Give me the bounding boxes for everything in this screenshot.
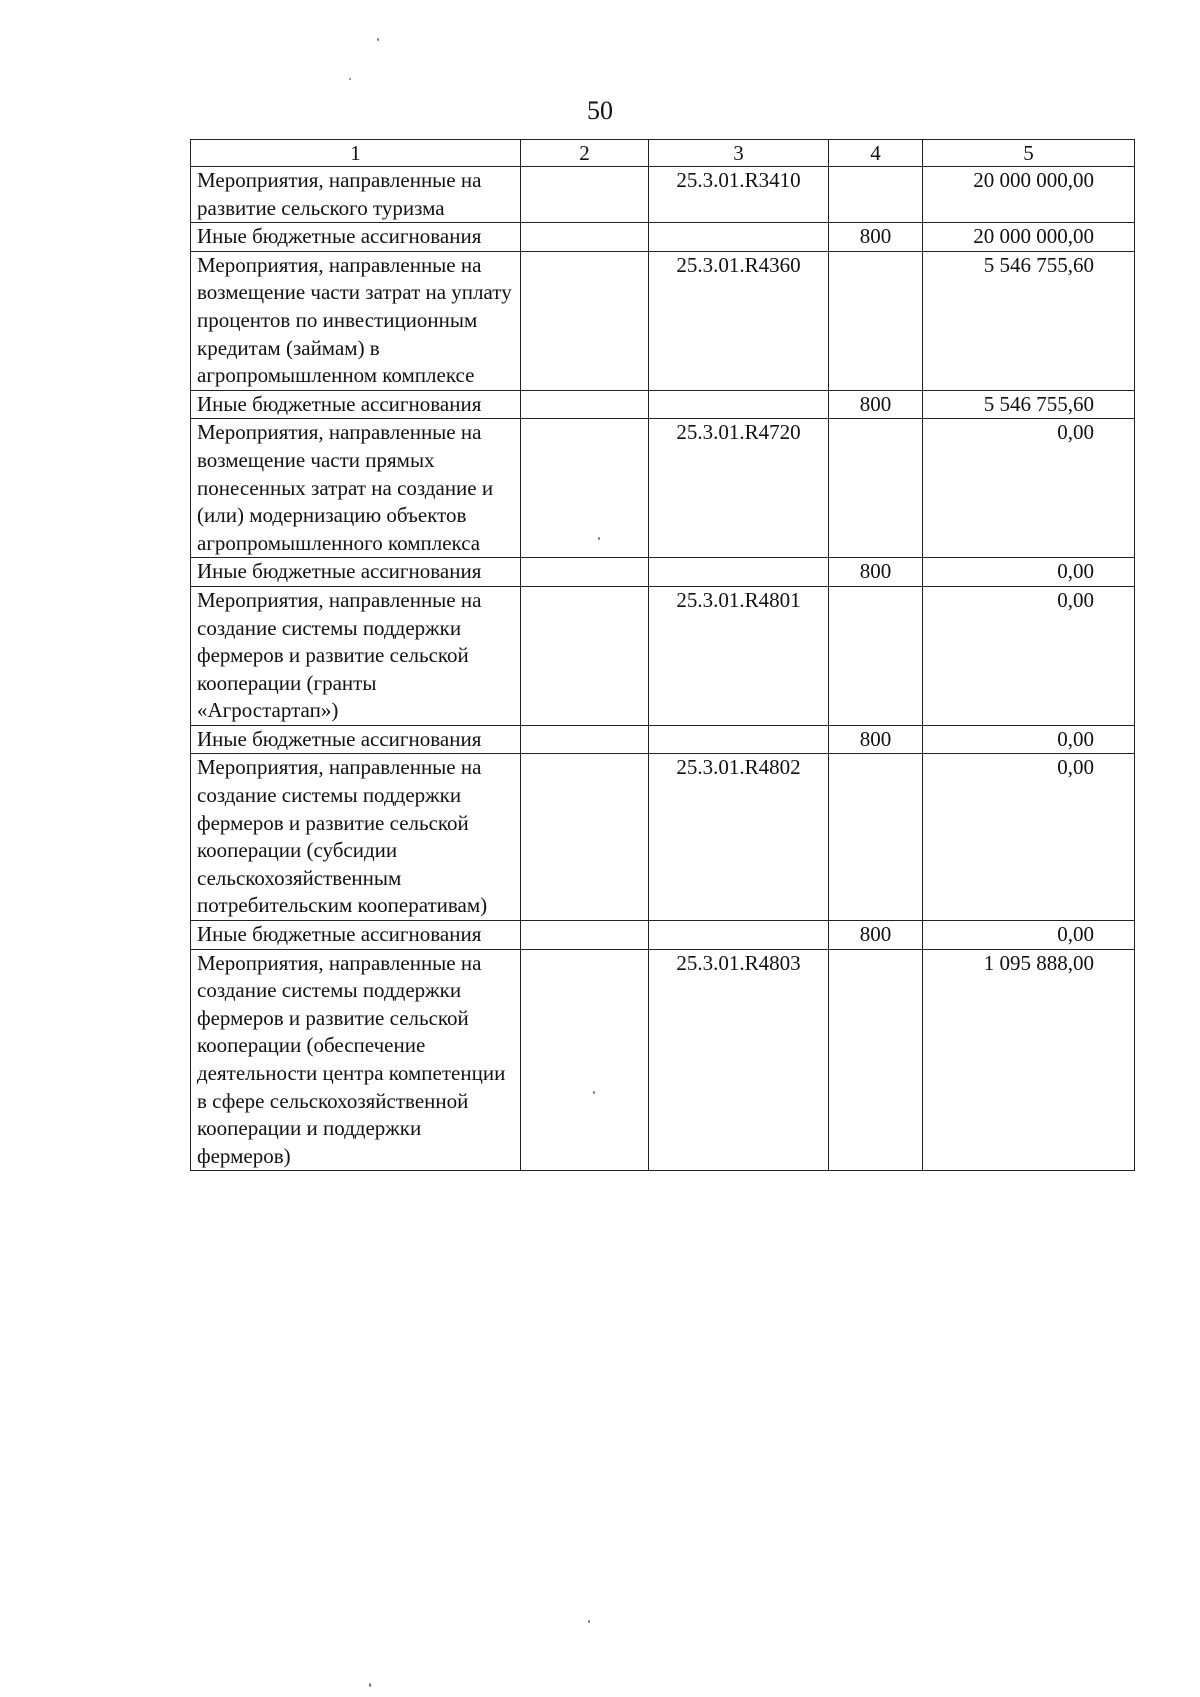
table-row xyxy=(191,419,1135,558)
row-col2-cell xyxy=(521,223,649,252)
row-code-cell: 25.3.01.R4803 xyxy=(649,949,829,1171)
budget-table xyxy=(190,139,1135,1171)
row-amount-cell: 0,00 xyxy=(923,558,1135,587)
row-col2-cell xyxy=(521,558,649,587)
row-amount-cell: 5 546 755,60 xyxy=(923,251,1135,390)
row-type-cell: 800 xyxy=(829,558,923,587)
row-type-cell xyxy=(829,251,923,390)
row-type-cell: 800 xyxy=(829,725,923,754)
row-amount-cell: 20 000 000,00 xyxy=(923,223,1135,252)
row-name-cell: Мероприятия, направленные на создание системы поддержки фермеров и развитие сельской кооперации (субсидии сельскохозяйственным потребительским кооперативам) xyxy=(191,754,521,921)
row-type-cell: 800 xyxy=(829,223,923,252)
row-amount-cell: 0,00 xyxy=(923,725,1135,754)
row-col2-cell xyxy=(521,949,649,1171)
row-code-cell: 25.3.01.R4801 xyxy=(649,586,829,725)
row-col2-cell xyxy=(521,419,649,558)
table-header-row xyxy=(191,140,1135,167)
row-col2-cell xyxy=(521,167,649,223)
header-col-4: 4 xyxy=(829,140,923,167)
row-code-cell: 25.3.01.R4360 xyxy=(649,251,829,390)
table-row xyxy=(191,725,1135,754)
row-type-cell xyxy=(829,754,923,921)
page-number: 50 xyxy=(587,96,613,125)
row-amount-cell: 0,00 xyxy=(923,419,1135,558)
table-row xyxy=(191,223,1135,252)
row-name-cell: Мероприятия, направленные на создание системы поддержки фермеров и развитие сельской кооперации (обеспечение деятельности центра компетенции в сфере сельскохозяйственной кооперации и поддержки фермеров) xyxy=(191,949,521,1171)
header-col-3: 3 xyxy=(649,140,829,167)
row-name-cell: Мероприятия, направленные на возмещение части затрат на уплату процентов по инвестиционным кредитам (займам) в агропромышленном комплексе xyxy=(191,251,521,390)
table-row xyxy=(191,921,1135,950)
row-amount-cell: 20 000 000,00 xyxy=(923,167,1135,223)
row-name-cell: Иные бюджетные ассигнования xyxy=(191,390,521,419)
scan-speck xyxy=(349,78,351,80)
row-code-cell xyxy=(649,558,829,587)
scan-speck xyxy=(598,537,600,540)
row-amount-cell: 0,00 xyxy=(923,754,1135,921)
row-code-cell: 25.3.01.R4802 xyxy=(649,754,829,921)
row-name-cell: Мероприятия, направленные на возмещение части прямых понесенных затрат на создание и (или) модернизацию объектов агропромышленного комплекса xyxy=(191,419,521,558)
scan-speck xyxy=(377,38,379,41)
scan-speck xyxy=(588,1620,590,1623)
row-name-cell: Иные бюджетные ассигнования xyxy=(191,921,521,950)
table-row xyxy=(191,167,1135,223)
table-row xyxy=(191,558,1135,587)
row-col2-cell xyxy=(521,725,649,754)
row-col2-cell xyxy=(521,586,649,725)
row-type-cell: 800 xyxy=(829,921,923,950)
header-col-1: 1 xyxy=(191,140,521,167)
budget-table-container xyxy=(190,139,1134,1171)
header-col-5: 5 xyxy=(923,140,1135,167)
row-col2-cell xyxy=(521,754,649,921)
row-type-cell xyxy=(829,949,923,1171)
table-row xyxy=(191,949,1135,1171)
row-code-cell: 25.3.01.R4720 xyxy=(649,419,829,558)
row-amount-cell: 1 095 888,00 xyxy=(923,949,1135,1171)
table-row xyxy=(191,251,1135,390)
table-row xyxy=(191,390,1135,419)
row-col2-cell xyxy=(521,390,649,419)
row-amount-cell: 5 546 755,60 xyxy=(923,390,1135,419)
row-code-cell: 25.3.01.R3410 xyxy=(649,167,829,223)
table-row xyxy=(191,586,1135,725)
row-name-cell: Мероприятия, направленные на создание системы поддержки фермеров и развитие сельской кооперации (гранты «Агростартап») xyxy=(191,586,521,725)
row-type-cell: 800 xyxy=(829,390,923,419)
row-col2-cell xyxy=(521,921,649,950)
row-amount-cell: 0,00 xyxy=(923,921,1135,950)
row-type-cell xyxy=(829,167,923,223)
row-name-cell: Иные бюджетные ассигнования xyxy=(191,558,521,587)
row-amount-cell: 0,00 xyxy=(923,586,1135,725)
row-code-cell xyxy=(649,725,829,754)
row-type-cell xyxy=(829,419,923,558)
scan-speck xyxy=(369,1683,371,1687)
row-code-cell xyxy=(649,921,829,950)
row-name-cell: Иные бюджетные ассигнования xyxy=(191,223,521,252)
row-name-cell: Мероприятия, направленные на развитие сельского туризма xyxy=(191,167,521,223)
row-type-cell xyxy=(829,586,923,725)
row-code-cell xyxy=(649,223,829,252)
row-code-cell xyxy=(649,390,829,419)
scan-speck xyxy=(593,1091,595,1094)
table-row xyxy=(191,754,1135,921)
header-col-2: 2 xyxy=(521,140,649,167)
row-col2-cell xyxy=(521,251,649,390)
row-name-cell: Иные бюджетные ассигнования xyxy=(191,725,521,754)
